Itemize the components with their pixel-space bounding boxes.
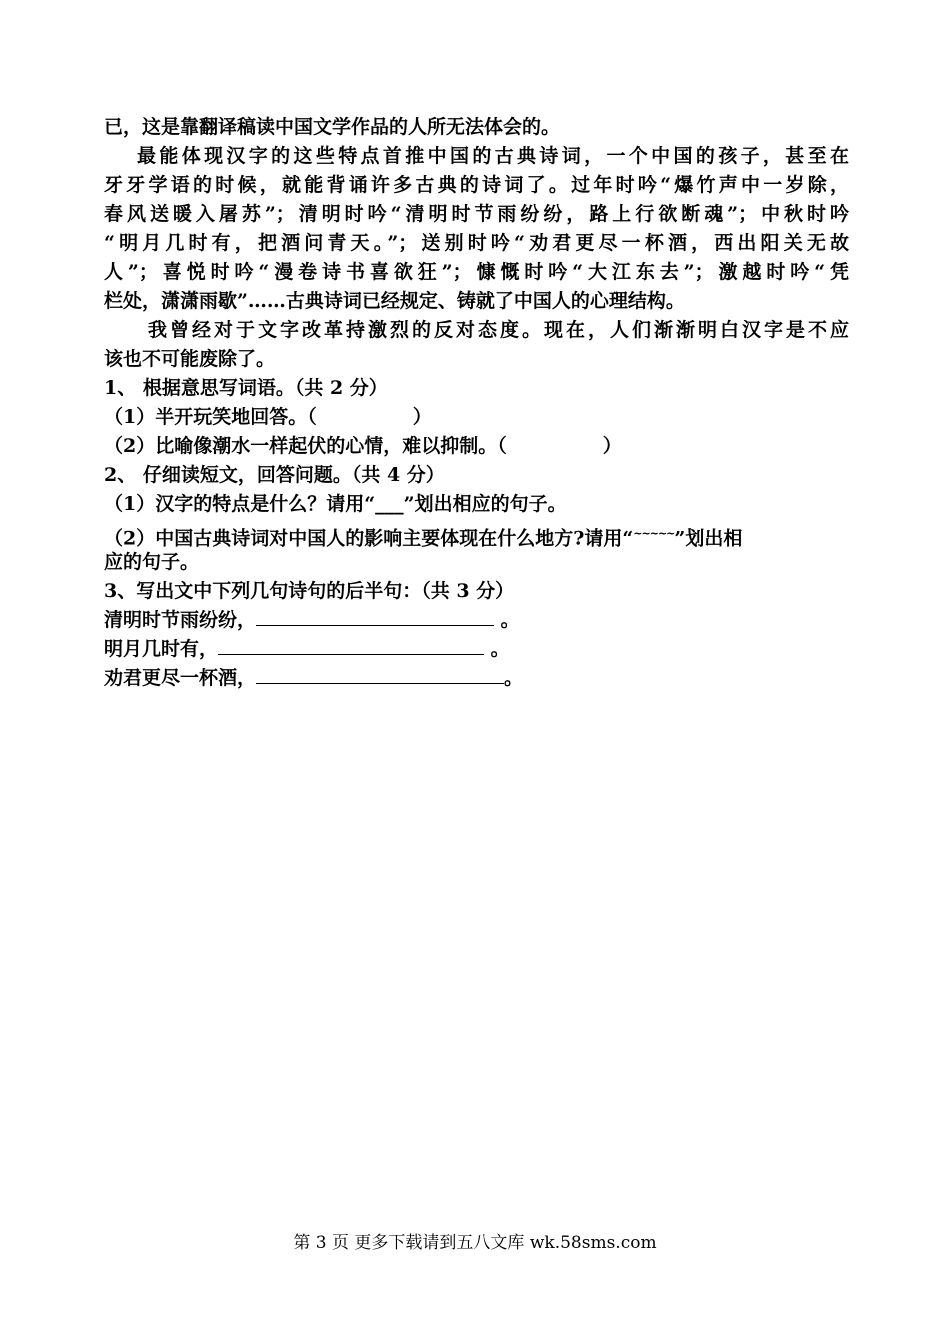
wavy-mark: ~~~~~ bbox=[633, 527, 675, 540]
poem-line: 清明时节雨纷纷， bbox=[104, 609, 257, 631]
passage-line: 人”；喜悦时吟“漫卷诗书喜欲狂”；慷慨时吟“大江东去”；激越时吟“凭 bbox=[104, 261, 849, 283]
underline-mark: ___ bbox=[375, 493, 404, 515]
passage-line: 最能体现汉字的这些特点首推中国的古典诗词，一个中国的孩子，甚至在 bbox=[137, 145, 849, 167]
punctuation: 。 bbox=[494, 609, 520, 631]
question-text: ”划出相应的句子。 bbox=[403, 493, 567, 515]
question-2-2-cont: 应的句子。 bbox=[104, 551, 200, 573]
question-text: （1）半开玩笑地回答。（ bbox=[104, 406, 317, 428]
poem-line: 劝君更尽一杯酒， bbox=[104, 667, 257, 689]
poem-line: 明月几时有， bbox=[104, 638, 219, 660]
question-3-c bbox=[104, 664, 849, 693]
punctuation: 。 bbox=[484, 638, 510, 660]
question-2-heading: 2、 仔细读短文，回答问题。（共 4 分） bbox=[104, 464, 445, 486]
document-body bbox=[104, 113, 849, 693]
passage-line: 已，这是靠翻译稿读中国文学作品的人所无法体会的。 bbox=[104, 116, 561, 138]
question-1-heading: 1、 根据意思写词语。（共 2 分） bbox=[104, 377, 388, 399]
page-footer: 第 3 页 更多下载请到五八文库 wk.58sms.com bbox=[293, 1233, 657, 1253]
answer-blank[interactable] bbox=[256, 665, 504, 684]
punctuation: 。 bbox=[504, 667, 524, 689]
question-1-2 bbox=[104, 432, 849, 461]
question-text: ） bbox=[602, 435, 622, 457]
question-text: ”划出相 bbox=[674, 527, 743, 550]
question-3-heading: 3、写出文中下列几句诗句的后半句：（共 3 分） bbox=[104, 580, 515, 602]
question-text: ） bbox=[412, 406, 432, 428]
question-2-2 bbox=[104, 519, 849, 548]
question-3-b bbox=[104, 635, 849, 664]
passage-line: 春风送暖入屠苏”；清明时吟“清明时节雨纷纷，路上行欲断魂”；中秋时吟 bbox=[104, 203, 849, 225]
question-1-1 bbox=[104, 403, 849, 432]
question-text: （2）比喻像潮水一样起伏的心情，难以抑制。（ bbox=[104, 435, 507, 457]
passage-line: 栏处，潇潇雨歇”……古典诗词已经规定、铸就了中国人的心理结构。 bbox=[104, 290, 685, 312]
question-text: （2）中国古典诗词对中国人的影响主要体现在什么地方?请用“ bbox=[104, 527, 634, 550]
answer-blank[interactable] bbox=[256, 607, 494, 626]
question-text: （1）汉字的特点是什么？请用“ bbox=[104, 493, 376, 515]
passage-line: 牙牙学语的时候，就能背诵许多古典的诗词了。过年时吟“爆竹声中一岁除， bbox=[104, 174, 849, 196]
passage-line: 该也不可能废除了。 bbox=[104, 348, 276, 370]
answer-blank[interactable] bbox=[218, 636, 484, 655]
question-3-a bbox=[104, 606, 849, 635]
question-2-1 bbox=[104, 490, 849, 519]
passage-line: 我曾经对于文字改革持激烈的反对态度。现在，人们渐渐明白汉字是不应 bbox=[148, 319, 849, 341]
passage-line: “明月几时有，把酒问青天。”；送别时吟“劝君更尽一杯酒，西出阳关无故 bbox=[104, 232, 849, 254]
